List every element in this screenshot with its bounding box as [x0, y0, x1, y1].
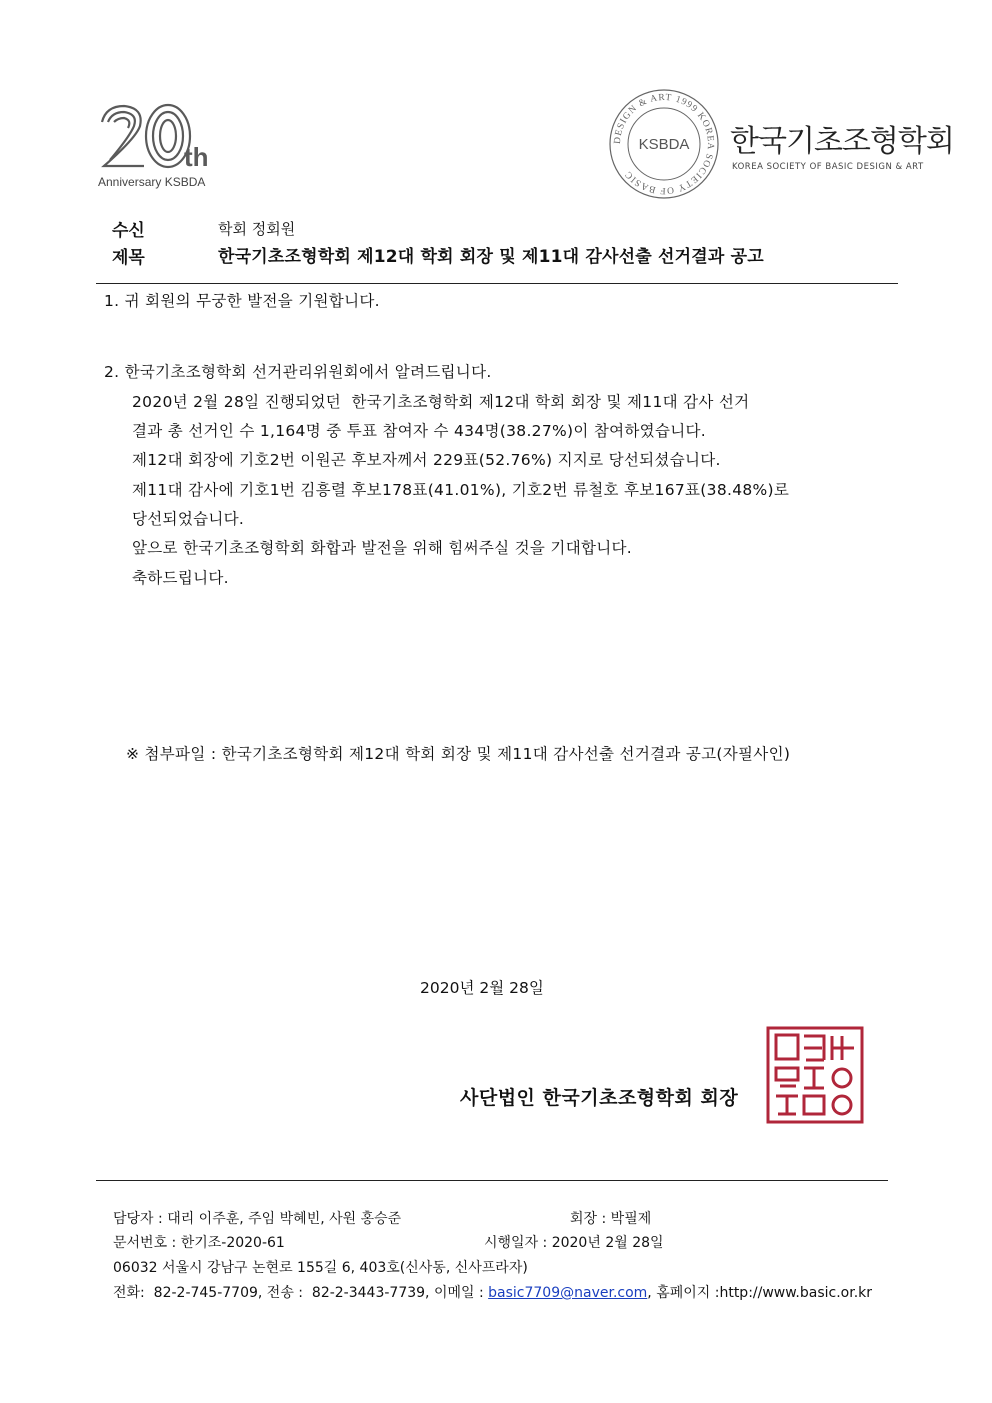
- recipient-label: 수신: [112, 221, 145, 241]
- anniversary-suffix: th: [184, 142, 209, 172]
- footer-homepage: , 홈페이지 :http://www.basic.or.kr: [647, 1285, 873, 1301]
- footer-address: 06032 서울시 강남구 논현로 155길 6, 403호(신사동, 신사프라자): [113, 1260, 528, 1276]
- email-link[interactable]: basic7709@naver.com: [488, 1285, 648, 1301]
- society-seal-logo: [608, 88, 720, 200]
- official-seal-stamp: [766, 1026, 864, 1124]
- anniversary-caption: Anniversary KSBDA: [98, 175, 206, 189]
- footer-phone: 전화: 82-2-745-7709, 전송 : 82-2-3443-7739, 이메일 :: [113, 1285, 489, 1301]
- society-english-name: KOREA SOCIETY OF BASIC DESIGN & ART: [732, 162, 924, 172]
- subject-label: 제목: [112, 248, 145, 268]
- anniversary-logo: [96, 100, 226, 192]
- issue-date: 2020년 2월 28일: [420, 979, 544, 997]
- body-line: 축하드립니다.: [132, 569, 229, 587]
- attachment-note: ※ 첨부파일 : 한국기초조형학회 제12대 학회 회장 및 제11대 감사선출 선거결과 공고(자필사인): [126, 745, 791, 763]
- header-divider: [96, 283, 898, 284]
- recipient-value: 학회 정회원: [218, 220, 296, 238]
- footer-doc-number: 문서번호 : 한기조-2020-61: [113, 1235, 285, 1251]
- body-line: 당선되었습니다.: [132, 510, 245, 528]
- body-line: 앞으로 한국기초조형학회 화합과 발전을 위해 힘써주실 것을 기대합니다.: [132, 539, 633, 557]
- subject-value: 한국기초조형학회 제12대 학회 회장 및 제11대 감사선출 선거결과 공고: [218, 247, 764, 267]
- footer-phone-line: [113, 1282, 872, 1302]
- body-line: 제11대 감사에 기호1번 김흥렬 후보178표(41.01%), 기호2번 류철호 후보167표(38.48%)로: [132, 481, 790, 499]
- paragraph-1: 1. 귀 회원의 무궁한 발전을 기원합니다.: [104, 292, 380, 310]
- body-line: 제12대 회장에 기호2번 이원곤 후보자께서 229표(52.76%) 지지로 당선되셨습니다.: [132, 451, 721, 469]
- footer-president: 회장 : 박필제: [570, 1211, 652, 1227]
- footer-issued-date: 시행일자 : 2020년 2월 28일: [484, 1235, 664, 1251]
- society-name: 한국기초조형학회: [730, 124, 954, 159]
- footer-divider: [96, 1180, 888, 1181]
- footer-contact: 담당자 : 대리 이주훈, 주임 박혜빈, 사원 홍승준: [113, 1211, 402, 1227]
- body-line: 결과 총 선거인 수 1,164명 중 투표 참여자 수 434명(38.27%)이 참여하였습니다.: [132, 422, 707, 440]
- signer-title: 사단법인 한국기초조형학회 회장: [460, 1087, 739, 1109]
- body-line: 2020년 2월 28일 진행되었던 한국기초조형학회 제12대 학회 회장 및 제11대 감사 선거: [132, 393, 750, 411]
- paragraph-2: 2. 한국기초조형학회 선거관리위원회에서 알려드립니다.: [104, 363, 492, 381]
- seal-center-text: KSBDA: [638, 136, 690, 153]
- seal-ring-text: DESIGN & ART 1999 KOREA SOCIETY OF BASIC: [612, 92, 716, 196]
